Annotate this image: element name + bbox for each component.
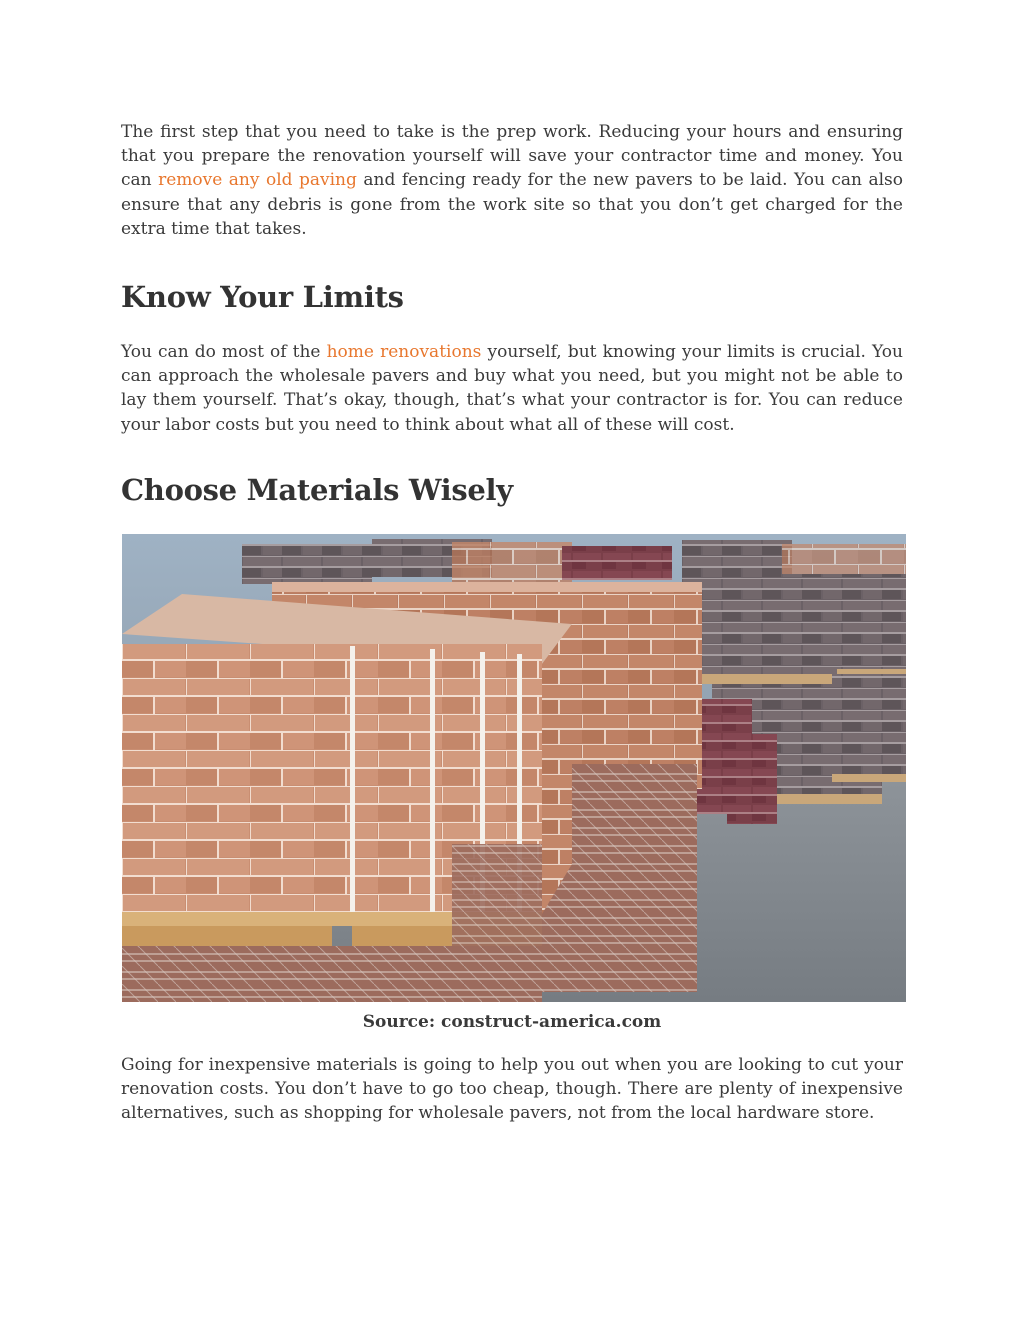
- heading-know-your-limits: Know Your Limits: [121, 280, 404, 314]
- materials-paragraph: Going for inexpensive materials is going to help you out when you are looking to cut your renovation costs. You don’t have to go too cheap, though. There are plenty of inexpensive alternatives, such as shopping for wholesale pavers, not from the local hardware store.: [121, 1055, 903, 1124]
- limits-text-after: yourself, but knowing your limits is crucial. You can approach the wholesale pavers and buy what you need, but you might not be able to lay them yourself. That’s okay, though, that’s what your contractor is for. You can reduce your labor costs but you need to think about what all of these will cost.: [121, 342, 903, 435]
- heading-choose-materials: Choose Materials Wisely: [121, 473, 513, 507]
- intro-text-before: The first step that you need to take is the prep work. Reducing your hours and ensuring that you prepare the renovation yourself will save your contractor time and money. You can: [121, 122, 903, 191]
- pallets-of-pavers-photo: [122, 534, 906, 1002]
- home-renovations-link[interactable]: home renovations: [326, 342, 482, 362]
- image-caption: Source: construct-america.com: [362, 1012, 662, 1032]
- remove-old-paving-link[interactable]: remove any old paving: [158, 170, 357, 191]
- limits-text-before: You can do most of the: [121, 342, 327, 362]
- intro-paragraph: [121, 120, 903, 241]
- limits-paragraph: [121, 340, 903, 437]
- intro-text-after: and fencing ready for the new pavers to be laid. You can also ensure that any debris is gone from the work site so that you don’t get charged for the extra time that takes.: [121, 170, 903, 239]
